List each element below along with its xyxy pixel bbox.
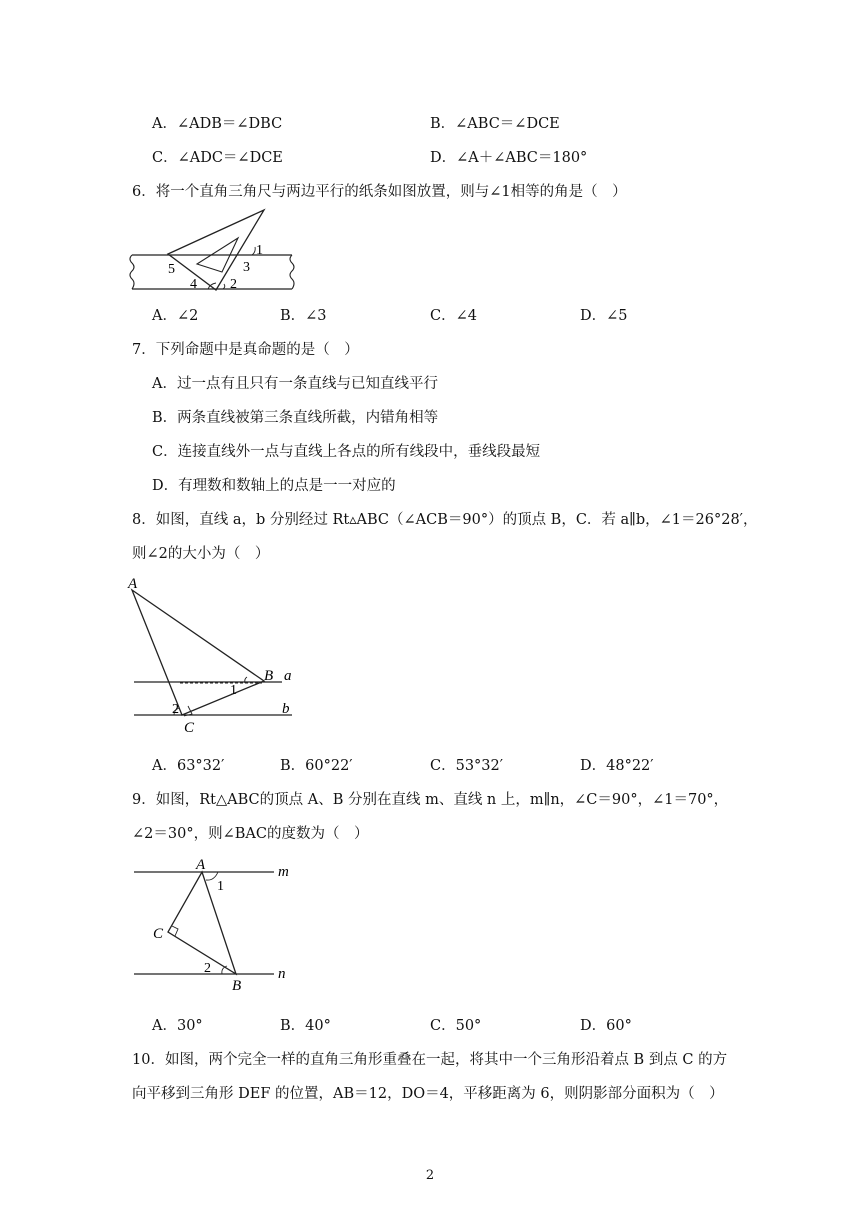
triangle-abc — [168, 872, 236, 974]
q9-label-A: A — [196, 857, 206, 873]
q7-option-a: A．过一点有且只有一条直线与已知直线平行 — [152, 376, 438, 392]
q5-option-c: C．∠ADC＝∠DCE — [152, 150, 283, 166]
q7-option-b: B．两条直线被第三条直线所截，内错角相等 — [152, 410, 439, 426]
q8-stem-line2: 则∠2的大小为（ ） — [132, 546, 270, 562]
q8-option-b: B．60°22′ — [280, 758, 353, 774]
q8-label-2: 2 — [172, 702, 179, 717]
q8-label-C: C — [184, 720, 195, 736]
q6-label-3: 3 — [243, 260, 250, 275]
q9-label-n: n — [278, 966, 286, 982]
q9-label-1: 1 — [217, 879, 224, 894]
q6-option-b: B．∠3 — [280, 308, 327, 324]
q8-label-B: B — [264, 668, 274, 684]
q9-option-c: C．50° — [430, 1018, 482, 1034]
q8-label-1: 1 — [230, 683, 237, 698]
q9-option-a: A．30° — [152, 1018, 203, 1034]
q7-stem: 7．下列命题中是真命题的是（ ） — [132, 342, 359, 358]
q9-label-B: B — [232, 978, 242, 994]
q9-figure — [124, 852, 304, 998]
q5-option-d: D．∠A＋∠ABC＝180° — [430, 150, 588, 166]
q9-label-m: m — [278, 864, 289, 880]
triangle-abc — [132, 590, 264, 715]
q8-figure — [124, 572, 314, 738]
q8-option-d: D．48°22′ — [580, 758, 654, 774]
q6-stem: 6．将一个直角三角尺与两边平行的纸条如图放置，则与∠1相等的角是（ ） — [132, 184, 627, 200]
q6-option-d: D．∠5 — [580, 308, 628, 324]
q8-label-b: b — [282, 701, 290, 717]
q6-option-a: A．∠2 — [152, 308, 199, 324]
q10-stem-line1: 10．如图，两个完全一样的直角三角形重叠在一起，将其中一个三角形沿着点 B 到点 C 的方 — [132, 1052, 728, 1068]
strip-left-end — [130, 255, 134, 289]
q8-option-a: A．63°32′ — [152, 758, 225, 774]
strip-right-end — [290, 255, 294, 289]
q8-option-c: C．53°32′ — [430, 758, 504, 774]
q5-option-a: A．∠ADB＝∠DBC — [152, 116, 283, 132]
q9-stem-line2: ∠2＝30°，则∠BAC的度数为（ ） — [132, 826, 369, 842]
page-number: 2 — [425, 1168, 435, 1183]
q9-option-b: B．40° — [280, 1018, 331, 1034]
q8-label-a: a — [284, 668, 292, 684]
q9-label-2: 2 — [204, 961, 211, 976]
q6-label-2: 2 — [230, 277, 237, 292]
q5-option-b: B．∠ABC＝∠DCE — [430, 116, 560, 132]
q6-label-1: 1 — [256, 243, 263, 258]
q6-option-c: C．∠4 — [430, 308, 477, 324]
q6-label-5: 5 — [168, 262, 175, 277]
q7-option-c: C．连接直线外一点与直线上各点的所有线段中，垂线段最短 — [152, 444, 541, 460]
q9-option-d: D．60° — [580, 1018, 632, 1034]
q8-label-A: A — [128, 576, 138, 592]
q8-stem-line1: 8．如图，直线 a，b 分别经过 Rt▵ABC（∠ACB＝90°）的顶点 B，C．若 a∥b，∠1＝26°28′， — [132, 512, 758, 528]
q9-stem-line1: 9．如图，Rt△ABC的顶点 A、B 分别在直线 m、直线 n 上，m∥n，∠C＝90°，∠1＝70°， — [132, 792, 729, 808]
q6-label-4: 4 — [190, 277, 197, 292]
triangle-ruler-outer — [168, 210, 264, 290]
q9-label-C: C — [153, 926, 164, 942]
q7-option-d: D．有理数和数轴上的点是一一对应的 — [152, 478, 396, 494]
q6-figure — [128, 208, 298, 294]
q10-stem-line2: 向平移到三角形 DEF 的位置，AB＝12，DO＝4，平移距离为 6，则阴影部分面积为（ ） — [132, 1086, 724, 1102]
